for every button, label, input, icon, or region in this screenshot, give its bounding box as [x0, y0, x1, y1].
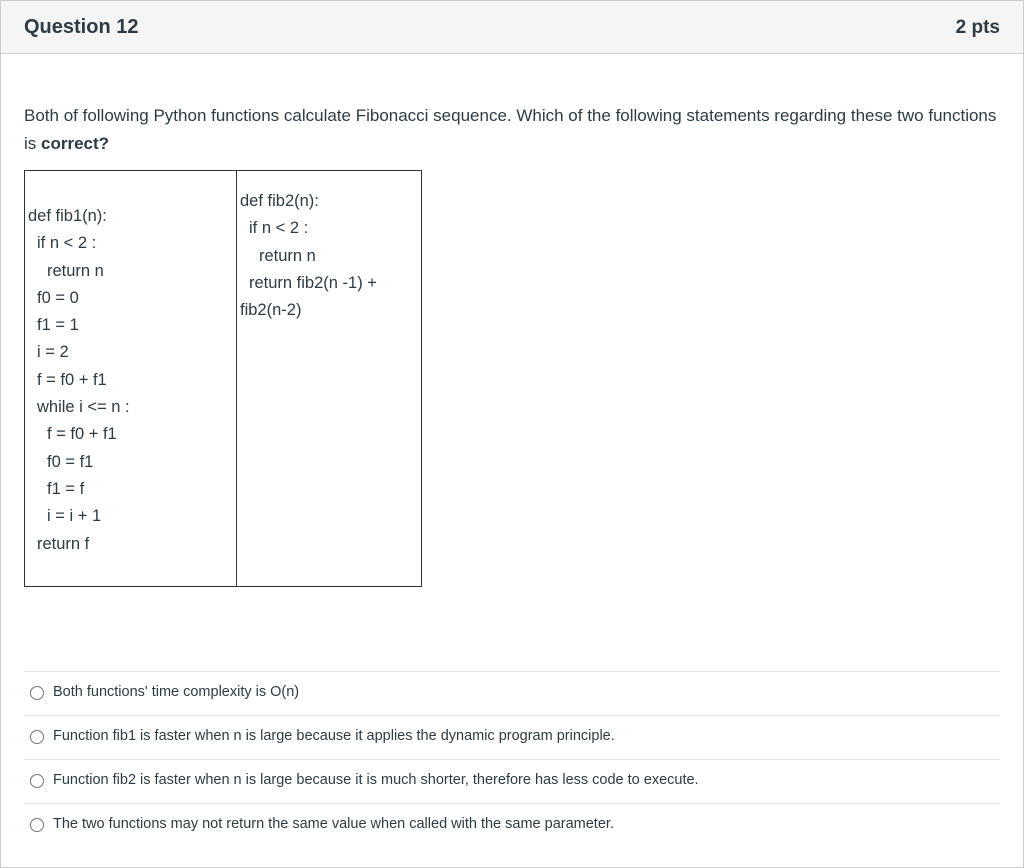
- fib1-line: f1 = f: [47, 479, 85, 498]
- fib1-line: f = f0 + f1: [37, 370, 107, 389]
- answer-option[interactable]: [24, 759, 1000, 803]
- fib1-line: f0 = f1: [47, 452, 94, 471]
- radio-button[interactable]: [30, 818, 44, 832]
- fib1-line: return f: [37, 534, 90, 553]
- fib1-line: f0 = 0: [37, 288, 79, 307]
- fib1-line: return n: [47, 261, 104, 280]
- question-text-main: Both of following Python functions calculate Fibonacci sequence. Which of the following statements regarding these two functions is: [24, 106, 997, 153]
- fib2-line: def fib2(n):: [240, 192, 319, 210]
- fib1-line: i = 2: [37, 343, 69, 362]
- question-header: [1, 1, 1023, 54]
- radio-button[interactable]: [30, 730, 44, 744]
- fib2-line: if n < 2 :: [249, 219, 309, 238]
- fib1-line: i = i + 1: [47, 507, 102, 526]
- answer-label[interactable]: The two functions may not return the same value when called with the same parameter.: [53, 816, 614, 832]
- question-points: 2 pts: [955, 17, 1000, 38]
- fib2-cell: [237, 171, 422, 587]
- radio-button[interactable]: [30, 686, 44, 700]
- radio-button[interactable]: [30, 774, 44, 788]
- fib1-cell: [25, 171, 237, 587]
- answer-option[interactable]: [24, 715, 1000, 759]
- answer-option[interactable]: [24, 671, 1000, 715]
- answer-option[interactable]: [24, 803, 1000, 847]
- fib2-line: return n: [259, 246, 316, 265]
- answer-list: [24, 671, 1000, 847]
- answer-label[interactable]: Function fib1 is faster when n is large because it applies the dynamic program principle.: [53, 728, 615, 744]
- answer-label[interactable]: Both functions' time complexity is O(n): [53, 684, 300, 700]
- question-text-emphasis: correct?: [41, 134, 110, 153]
- fib1-line: while i <= n :: [37, 398, 130, 417]
- fib1-line: def fib1(n):: [28, 207, 107, 225]
- code-table: [24, 170, 422, 587]
- answer-label[interactable]: Function fib2 is faster when n is large because it is much shorter, therefore has less code to execute.: [53, 772, 699, 788]
- fib2-line: fib2(n-2): [240, 301, 302, 320]
- fib1-line: if n < 2 :: [37, 234, 97, 253]
- fib2-line: return fib2(n -1) +: [249, 273, 377, 292]
- fib1-line: f1 = 1: [37, 316, 79, 335]
- fib1-line: f = f0 + f1: [47, 425, 117, 444]
- question-title: Question 12: [24, 16, 139, 38]
- question-text: [24, 102, 1004, 158]
